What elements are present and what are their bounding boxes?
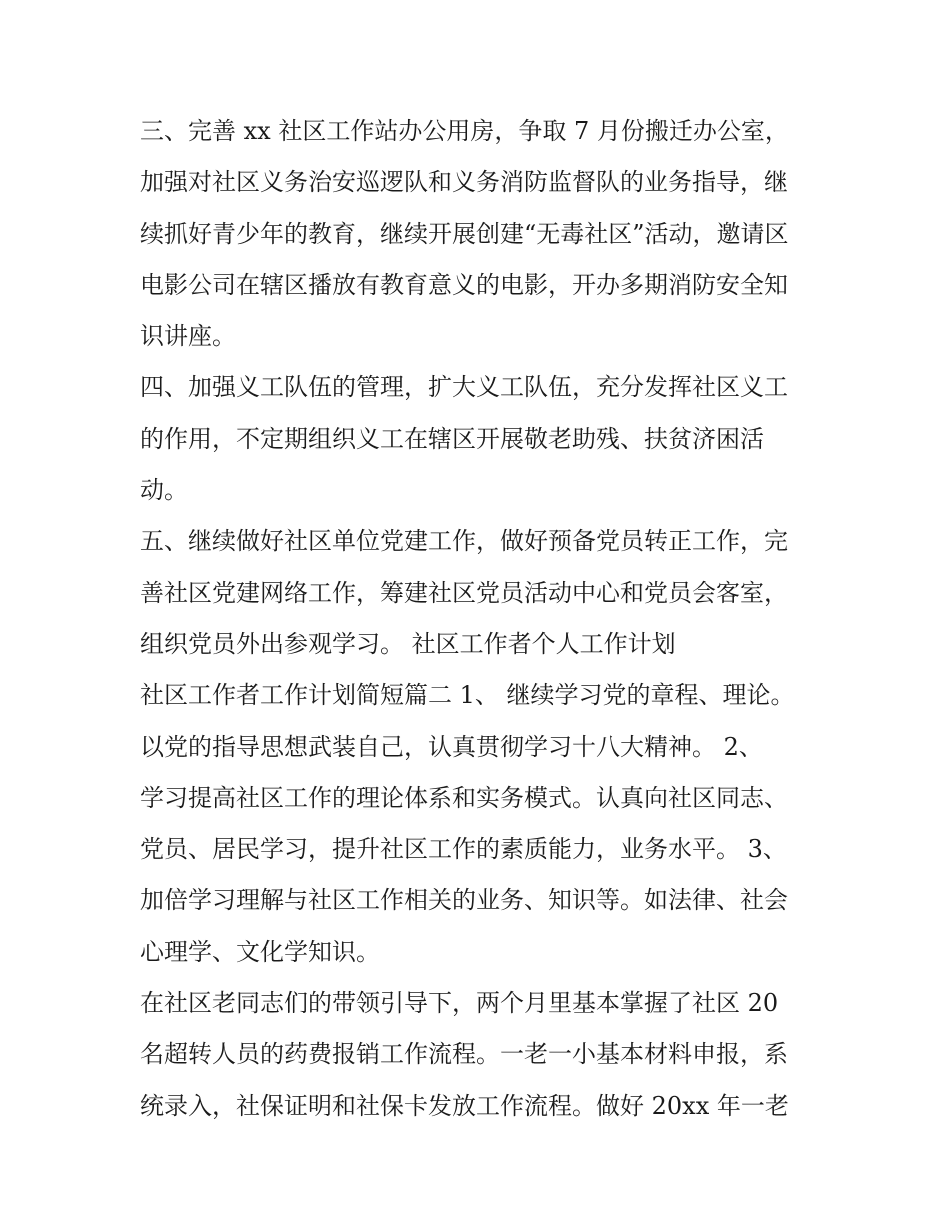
text-line: 电影公司在辖区播放有教育意义的电影，开办多期消防安全知 <box>140 270 788 299</box>
text-line: 学习提高社区工作的理论体系和实务模式。认真向社区同志、 <box>140 783 788 812</box>
text-line: 统录入，社保证明和社保卡发放工作流程。做好 20xx 年一老 <box>140 1091 789 1120</box>
text-line: 识讲座。 <box>140 322 236 351</box>
text-line: 动。 <box>140 476 188 505</box>
document-body <box>140 106 820 1132</box>
text-line: 名超转人员的药费报销工作流程。一老一小基本材料申报，系 <box>140 1040 788 1069</box>
text-line: 续抓好青少年的教育，继续开展创建“无毒社区”活动，邀请区 <box>140 219 789 248</box>
text-line: 四、加强义工队伍的管理，扩大义工队伍，充分发挥社区义工 <box>140 373 788 402</box>
text-line: 加倍学习理解与社区工作相关的业务、知识等。如法律、社会 <box>140 886 788 915</box>
text-line: 心理学、文化学知识。 <box>140 937 380 966</box>
text-line: 在社区老同志们的带领引导下，两个月里基本掌握了社区 20 <box>140 989 779 1018</box>
text-line: 三、完善 xx 社区工作站办公用房，争取 7 月份搬迁办公室， <box>140 117 789 145</box>
text-line: 五、继续做好社区单位党建工作，做好预备党员转正工作，完 <box>140 527 788 556</box>
text-line: 社区工作者工作计划简短篇二 1、 继续学习党的章程、理论。 <box>140 681 795 710</box>
text-line: 党员、居民学习，提升社区工作的素质能力，业务水平。 3、 <box>140 835 787 864</box>
text-line: 组织党员外出参观学习。 社区工作者个人工作计划 <box>140 629 676 658</box>
text-line: 善社区党建网络工作，筹建社区党员活动中心和党员会客室， <box>140 578 788 607</box>
text-line: 的作用，不定期组织义工在辖区开展敬老助残、扶贫济困活 <box>140 424 764 453</box>
text-line: 以党的指导思想武装自己，认真贯彻学习十八大精神。 2、 <box>140 732 763 761</box>
text-line: 加强对社区义务治安巡逻队和义务消防监督队的业务指导，继 <box>140 168 788 197</box>
